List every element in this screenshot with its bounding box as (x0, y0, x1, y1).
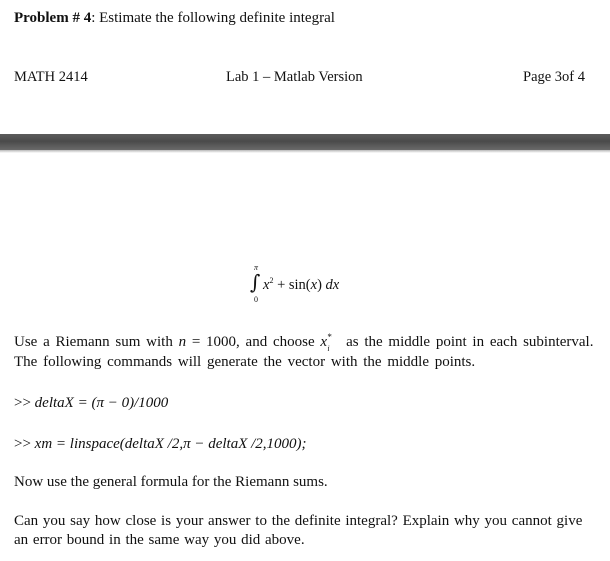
problem-heading (14, 10, 335, 27)
problem-label: Problem # 4 (14, 10, 92, 26)
xi-star-symbol: x * i (320, 332, 332, 353)
header-divider-shadow (0, 150, 610, 153)
general-formula-instruction: Now use the general formula for the Riemann sums. (14, 474, 328, 490)
lab-title: Lab 1 – Matlab Version (226, 69, 363, 85)
matlab-command-linspace: >> xm = linspace(deltaX /2,π − deltaX /2,1000); (14, 436, 307, 452)
header-divider-band (0, 134, 610, 150)
problem-text: : Estimate the following definite integral (91, 10, 335, 26)
page-number: Page 3of 4 (523, 69, 586, 85)
closing-question: Can you say how close is your answer to the definite integral? Explain why you cannot give an error bound in the same way you did above. (14, 513, 583, 548)
integral-sign: ∫ (250, 270, 261, 294)
matlab-command-deltax: >> deltaX = (π − 0)/1000 (14, 395, 169, 411)
integral-lower-limit: 0 (254, 295, 258, 304)
integrand: $x^2 + \sin(x)$ dx (263, 276, 340, 293)
course-label: MATH 2414 (14, 69, 88, 85)
riemann-instruction: Use a Riemann sum with n = 1000, and choose x * i as the middle point in each subinterval. The following commands will generate the vector with the middle points. (14, 332, 594, 370)
integral-upper-limit: π (254, 263, 259, 272)
